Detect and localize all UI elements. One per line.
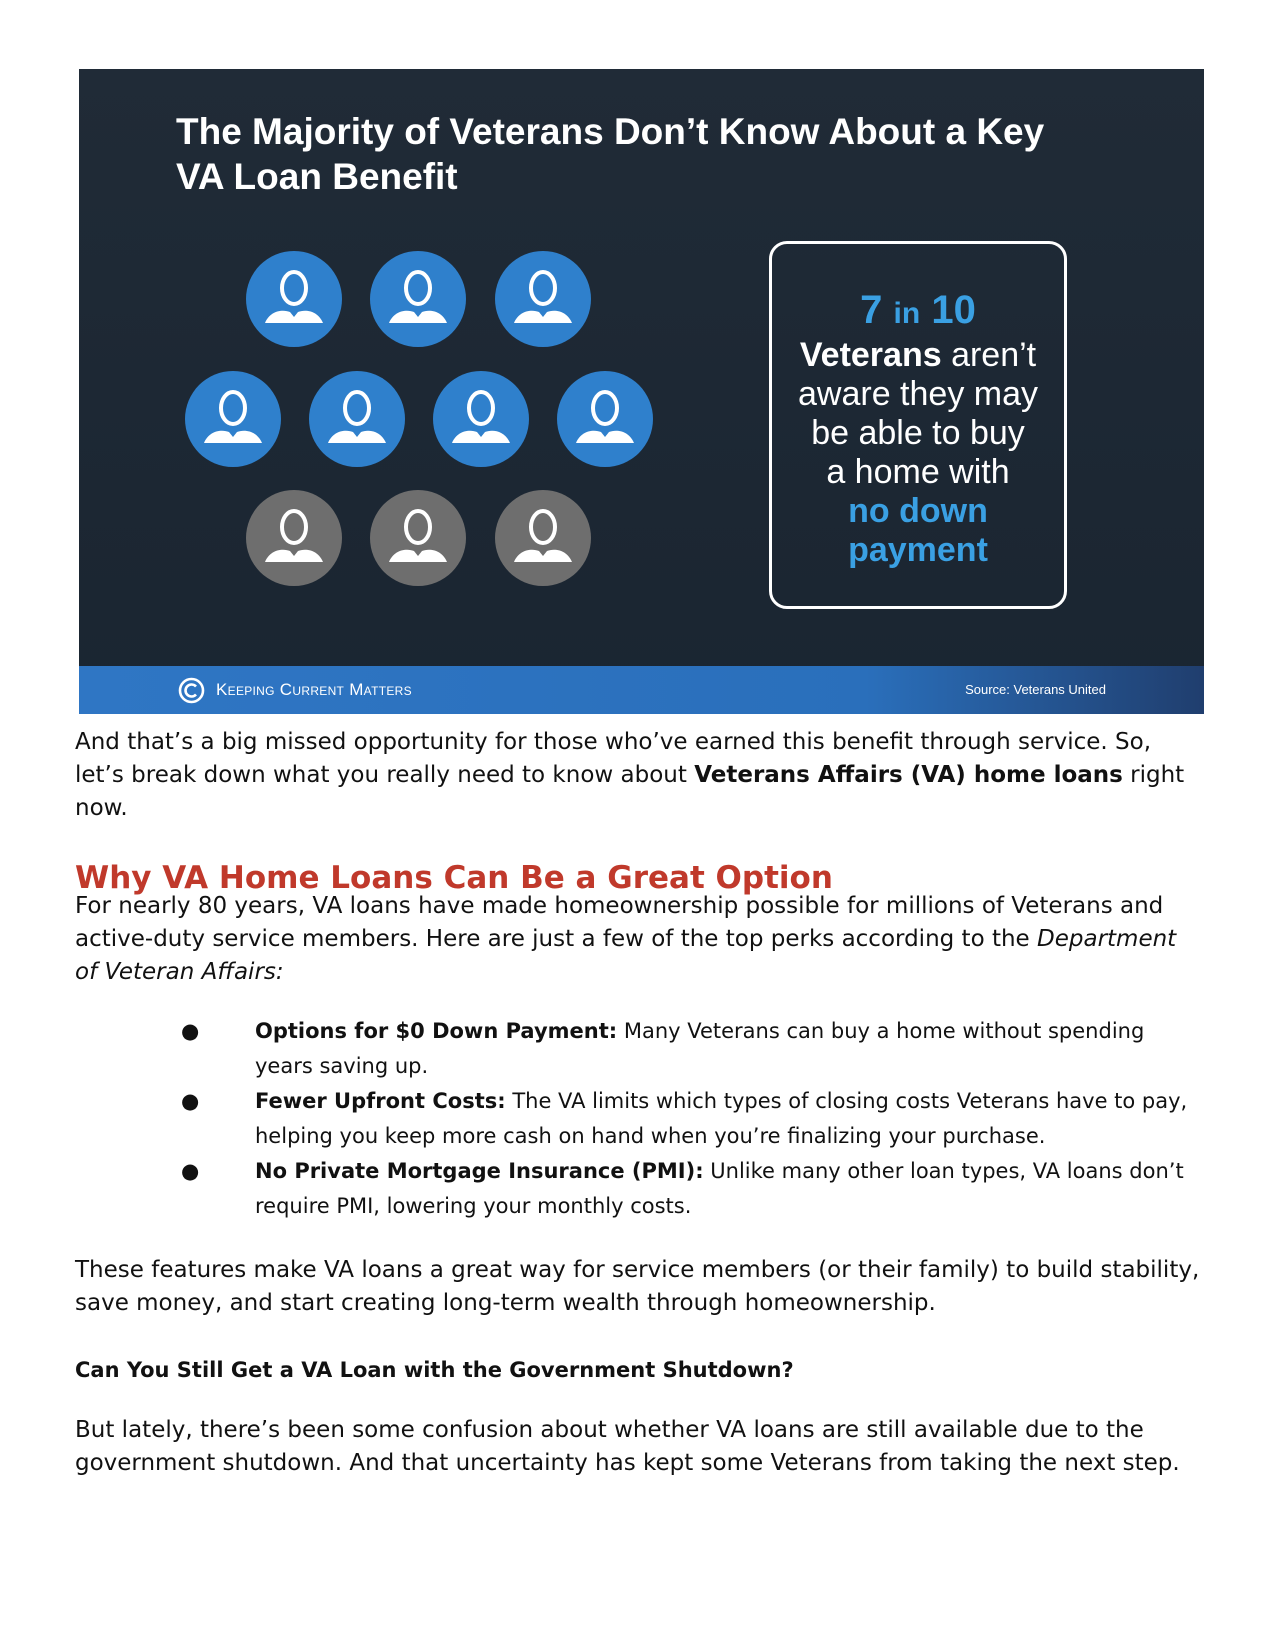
list-item-title: Options for $0 Down Payment: [255, 1019, 618, 1043]
bullet-icon: ● [181, 1159, 200, 1183]
veteran-unaware-icon [557, 371, 653, 467]
brand-name: Keeping Current Matters [216, 680, 412, 699]
veteran-unaware-icon [185, 371, 281, 467]
veteran-unaware-icon [370, 251, 466, 347]
list-item-text: Unlike many other loan types, VA loans don’t require PMI, lowering your monthly costs. [255, 1159, 1184, 1218]
perks-intro-text: For nearly 80 years, VA loans have made homeownership possible for millions of Veterans and active-duty service members. Here are just a few of the top perks according to the [75, 893, 1164, 952]
list-item-title: No Private Mortgage Insurance (PMI): [255, 1159, 704, 1183]
list-item [75, 1154, 1205, 1224]
person-glyph-icon [370, 490, 466, 586]
veteran-unaware-icon [495, 251, 591, 347]
stat-number-2: 10 [931, 288, 976, 332]
list-item [75, 1014, 1205, 1084]
person-glyph-icon [557, 371, 653, 467]
list-item-text: Many Veterans can buy a home without spending years saving up. [255, 1019, 1145, 1078]
stat-highlight-2: payment [848, 531, 988, 569]
veteran-unaware-icon [246, 251, 342, 347]
stat-box [769, 241, 1067, 609]
stat-word-in: in [893, 297, 921, 330]
infographic-title [176, 109, 1076, 199]
person-glyph-icon [495, 251, 591, 347]
person-glyph-icon [246, 490, 342, 586]
stat-line-3: be able to buy [811, 414, 1025, 452]
person-glyph-icon [185, 371, 281, 467]
shutdown-paragraph: But lately, there’s been some confusion about whether VA loans are still available due to the government shutdown. And that uncertainty has kept some Veterans from taking the next step. [75, 1417, 1180, 1476]
person-glyph-icon [433, 371, 529, 467]
intro-bold: Veterans Affairs (VA) home loans [694, 762, 1123, 788]
features-summary-paragraph: These features make VA loans a great way for service members (or their family) to build stability, save money, and start creating long-term wealth through homeownership. [75, 1257, 1200, 1316]
person-glyph-icon [246, 251, 342, 347]
perks-intro-paragraph [75, 890, 1205, 989]
intro-paragraph [75, 726, 1205, 825]
perks-intro-source: Department of Veteran Affairs: [75, 926, 1177, 985]
perks-list [75, 1014, 1205, 1224]
source-credit: Source: Veterans United [965, 682, 1106, 697]
intro-text-1: And that’s a big missed opportunity for those who’ve earned this benefit through service. So, let’s break down what you really need to know about [75, 729, 1152, 788]
stat-number-1: 7 [860, 288, 883, 332]
stat-line-2: aware they may [798, 375, 1038, 413]
infographic [79, 69, 1204, 714]
bullet-icon: ● [181, 1089, 200, 1113]
stat-line-1-rest: aren’t [941, 336, 1037, 374]
infographic-title-line-2: VA Loan Benefit [176, 156, 458, 197]
section-heading: Why VA Home Loans Can Be a Great Option [75, 860, 833, 896]
stat-bold-word: Veterans [799, 336, 942, 374]
person-glyph-icon [309, 371, 405, 467]
infographic-title-line-1: The Majority of Veterans Don’t Know About a Key [176, 111, 1045, 152]
infographic-footer [79, 666, 1204, 714]
veteran-aware-icon [370, 490, 466, 586]
veteran-unaware-icon [433, 371, 529, 467]
stat-highlight-1: no down [848, 492, 988, 530]
person-glyph-icon [495, 490, 591, 586]
list-item-text: The VA limits which types of closing costs Veterans have to pay, helping you keep more cash on hand when you’re finalizing your purchase. [255, 1089, 1188, 1148]
veteran-aware-icon [495, 490, 591, 586]
list-item [75, 1084, 1205, 1154]
stat-ratio [772, 288, 1064, 336]
subheading-shutdown: Can You Still Get a VA Loan with the Government Shutdown? [75, 1358, 794, 1382]
veteran-aware-icon [246, 490, 342, 586]
stat-text [772, 336, 1064, 570]
list-item-title: Fewer Upfront Costs: [255, 1089, 506, 1113]
person-glyph-icon [370, 251, 466, 347]
stat-line-4: a home with [826, 453, 1010, 491]
veteran-unaware-icon [309, 371, 405, 467]
intro-text-2: right now. [75, 762, 1185, 821]
bullet-icon: ● [181, 1019, 200, 1043]
brand-logo-icon [178, 677, 205, 704]
